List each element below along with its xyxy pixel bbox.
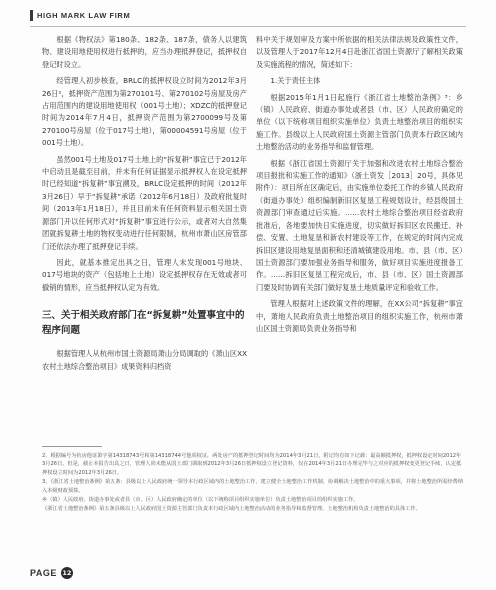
paragraph: 根据管理人从杭州市国土资源局萧山分局调取的《萧山区XX农村土地综合整治项目》成果资料归档资 — [42, 349, 247, 371]
header-title: HIGH MARK LAW FIRM — [37, 11, 131, 20]
paragraph: 料中关于规划审及方案中所依据的相关法律法规及政策性文件，以及管理人于2017年12月4日赴浙江省国土资源厅了解相关政策及实施流程的情况，简述如下： — [256, 35, 463, 69]
paragraph: 根据《浙江省国土资源厅关于加强和改进农村土地综合整治项目报批和实施工作的通知》（浙土资发［2013］20号，具体见附件）：项目所在区确定后，由实施单位委托工作的乡镇人民政府（街道办事处）组织编制新旧区复垦工程规划设计，经县级国土资源部门审查通过后实施。……农村土地综合整治项目经省政府批准后，各地要加快日实施进度，切实做好拆旧区农民搬迁、补偿、安置、土地复垦和新农村建设等工作，在规定的时间内完成拆旧区建设用地复垦面积和还清城镇建设用地。市、县（市、区）国土资源部门要加强业务指导和服务，做好项目实施进度报备工作。……拆旧区复垦工程完成后，市、县（市、区）国土资源部门要及时协调有关部门做好复垦土地质量评定和验收工作。 — [256, 158, 463, 292]
paragraph: 虽然001号土地及017号土地上的“拆复耕”事宜已于2012年中启动且是截至目前，并未有任何证据显示抵押权人在设定抵押时已经知道“拆复耕”事宜溯及，BRLC设定抵押的时间（2012年3月26日）早于“拆复耕”承诺（2012年6月18日）及政府批复时间（2013年1月18日），并且目前未有任何资料显示相关国土资源部门开以任何形式对“拆复耕”事宜进行公示，或者对大自然集团就拆复耕土地的物权变动进行任何限制，杭州市萧山区房管部门还依法办理了抵押登记手续。 — [42, 154, 247, 251]
subheading: 1.关于责任主体 — [270, 76, 321, 86]
page-footer — [30, 567, 73, 579]
header-marker — [30, 10, 33, 21]
footnote: 2、根据编号为杭房他证萧字第14318743号和第14318744号他项权证，两处房产的抵押登记时间均为2014年3月21日，附记均有如下记载：最高额抵押权，抵押权设定时间2012年3月26日。但是，截止本报告出具之日，管理人尚未能从国土部门调取到2012年3月26日抵押权设立登记资料，仅在2014年3月21日办理完毕与之对应的抵押权变更登记手续，认定抵押权设立时间为2012年3月26日。 — [42, 453, 462, 476]
footnote: 《浙江省土地整治条例》第五条县级以上人民政府国土资源主管部门负责本行政区域内土地整治活动的业务指导和监督管理。土地整治机构负责土地整治的具体工作。 — [42, 506, 421, 513]
paragraph: 管理人根据对上述政策文件的理解，在XX公司“拆复耕”事宜中，萧地人民政府负责土地整治项目的组织实施工作，杭州市萧山区国土资源局负责业务指导和 — [256, 299, 463, 333]
footnotes — [42, 452, 464, 515]
left-column — [42, 34, 247, 373]
paragraph: 因此，就基本推定出具之日，管理人未发现001号地块、017号地块的资产（包括地上土地）设定抵押权存在无效或者可撤销的情形，应当抵押权认定为有效。 — [42, 257, 247, 292]
paragraph: 根据2015年1月1日起施行《浙江省土地整治条例》³：乡（镇）人民政府、街道办事处或者县（市、区）人民政府确定的单位（以下统称项目组织实施单位）负责土地整治项目的组织实施工作。县级以上人民政府国土资源主管部门负责本行政区域内土地整治活动的业务指导和监督管理。 — [256, 92, 463, 152]
page-label: PAGE — [30, 568, 57, 578]
paragraph: 根据《物权法》第180条、182条、187条，债务人以建筑物、建设用地使用权进行抵押的，应当办理抵押登记，抵押权自登记时设立。 — [42, 35, 247, 69]
footnote: 乡（镇）人民政府、街道办事处或者县（市、区）人民政府确定的单位（以下统称项目组织实施单位）负责土地整治项目的组织实施工作。 — [42, 497, 359, 504]
section-heading: 三、关于相关政府部门在“拆复耕”处置事宜中的程序问题 — [42, 310, 245, 337]
footnote-divider — [42, 446, 102, 447]
paragraph: 经管理人初步核查，BRLC的抵押权设立时间为2012年3月26日²，抵押资产范围为第270101号、第270102号房屋及房产占用范围内的建设用地使用权（001号土地）；XDZC的抵押登记时间为2014年7月4日，抵押资产范围为第2700099号及第270100号房屋（位于017号土地），第00004591号房屋（位于001号土地）。 — [42, 76, 247, 148]
running-header — [30, 10, 130, 21]
page-number-badge: 12 — [62, 569, 72, 577]
header-divider — [30, 26, 466, 27]
footnote: 3、《浙江省土地整治条例》第五条：县级以上人民政府统一领导本行政区域内的土地整治工作，建立健全土地整治工作机制，协调解决土地整治中的重大事项，并将土地整治所需经费纳入本级财政预算。 — [42, 479, 463, 494]
right-column — [256, 34, 463, 335]
